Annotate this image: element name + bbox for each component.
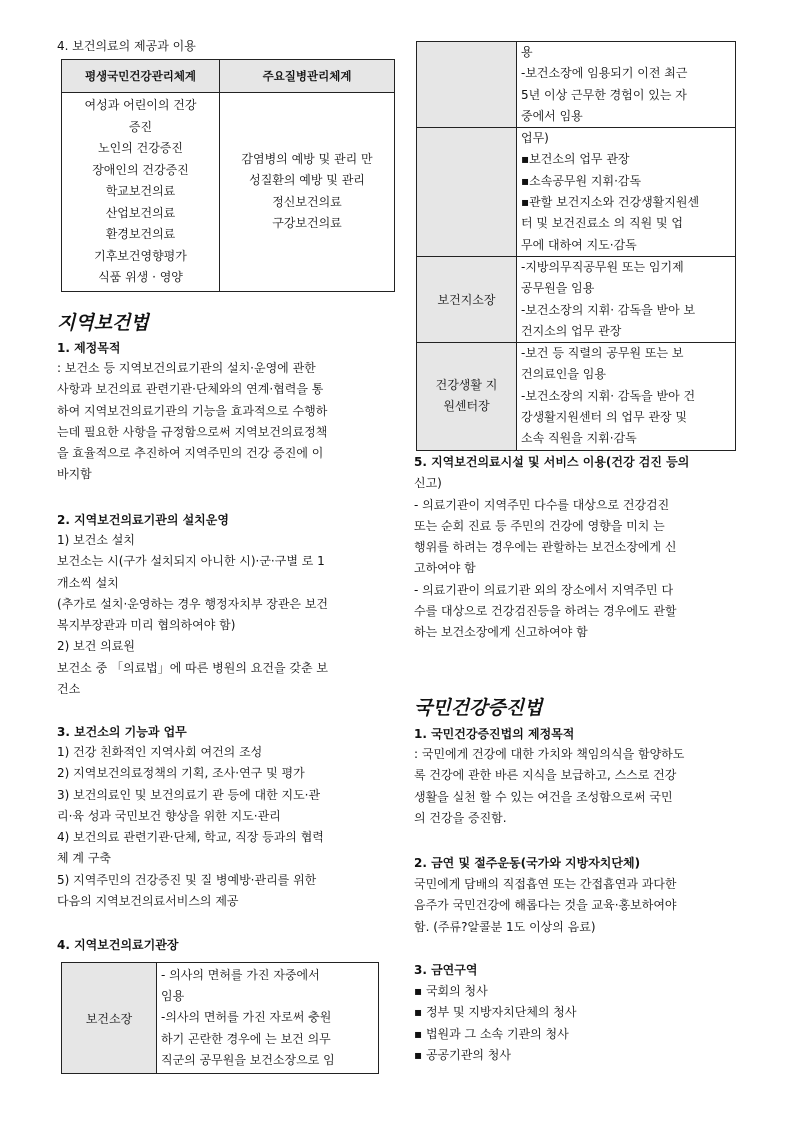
- paragraph: [414, 452, 738, 644]
- list-item: 성질환의 예방 및 관리: [249, 173, 365, 188]
- paragraph: [57, 530, 383, 700]
- section-title: 4. 지역보건의료기관장: [57, 938, 179, 952]
- text-line: -보건소장의 지휘· 감독을 받아 보: [521, 302, 696, 317]
- text-line: 1) 보건소 설치: [57, 533, 135, 547]
- text-line: 개소씩 설치: [57, 575, 119, 590]
- text-line: 용: [521, 45, 533, 59]
- table-label-cell: [417, 42, 517, 128]
- section-title: 1. 국민건강증진법의 제정목적: [414, 727, 575, 741]
- table-cell: [517, 128, 736, 257]
- paragraph: [57, 358, 383, 486]
- text-line: ▪관할 보건지소와 건강생활지원센: [521, 195, 700, 210]
- law-heading: 지역보건법: [57, 312, 149, 334]
- text-line: 수를 대상으로 건강검진등을 하려는 경우에도 관할: [414, 604, 677, 619]
- table-label-cell: [417, 343, 517, 450]
- text-line: 임용: [161, 989, 185, 1004]
- text-line: 소속 직원을 지휘·감독: [521, 431, 637, 446]
- section-title: 4. 보건의료의 제공과 이용: [57, 39, 196, 53]
- text-line: 1) 건강 친화적인 지역사회 여건의 조성: [57, 745, 263, 759]
- table-cell: [517, 256, 736, 342]
- list-item: 산업보건의료: [105, 205, 176, 220]
- text-line: 건강생활 지: [435, 378, 498, 393]
- list-item: ▪ 정부 및 지방자치단체의 청사: [414, 1005, 577, 1020]
- text-line: 생활을 실천 할 수 있는 여건을 조성함으로써 국민: [414, 789, 673, 804]
- text-line: 행위를 하려는 경우에는 관할하는 보건소장에게 신: [414, 540, 677, 555]
- text-line: -의사의 면허를 가진 자로써 충원: [161, 1010, 332, 1025]
- text-line: 강생활지원센터 의 업무 관장 및: [521, 410, 687, 425]
- text-line: 5년 이상 근무한 경험이 있는 자: [521, 87, 687, 102]
- text-line: 함. (주류?알콜분 1도 이상의 음료): [414, 919, 596, 934]
- list-item: 정신보건의료: [272, 194, 342, 209]
- text-line: 을 효율적으로 추진하여 지역주민의 건강 증진에 이: [57, 446, 324, 461]
- paragraph: [414, 874, 738, 938]
- text-line: 리·육 성과 국민보건 향상을 위한 지도·관리: [57, 808, 281, 823]
- text-line: 사항과 보건의료 관련기관·단체와의 연계·협력을 통: [57, 382, 324, 397]
- list-item: 식품 위생 · 영양: [98, 270, 183, 284]
- text-line: -보건소장에 임용되기 이전 최근: [521, 66, 688, 81]
- text-line: 4) 보건의료 관련기관·단체, 학교, 직장 등과의 협력: [57, 830, 324, 845]
- text-line: 록 건강에 관한 바른 지식을 보급하고, 스스로 건강: [414, 768, 677, 783]
- list-item: ▪ 국회의 청사: [414, 984, 488, 998]
- text-line: 는데 필요한 사항을 규정함으로써 지역보건의료정책: [57, 424, 328, 439]
- table-header: 주요질병관리체계: [220, 60, 395, 93]
- text-line: 복지부장관과 미리 협의하여야 함): [57, 618, 236, 633]
- text-line: 터 및 보건진료소 의 직원 및 업: [521, 216, 683, 231]
- director-table-continued: [416, 41, 736, 451]
- list-item: 기후보건영향평가: [94, 248, 187, 263]
- list-item: 증진: [128, 119, 153, 134]
- text-line: 음주가 국민건강에 해롭다는 것을 교육·홍보하여야: [414, 898, 677, 913]
- text-line: : 국민에게 건강에 대한 가치와 책임의식을 함양하도: [414, 747, 685, 761]
- section-title: 2. 금연 및 절주운동(국가와 지방자치단체): [414, 856, 641, 870]
- table-header: 평생국민건강관리체계: [62, 60, 220, 93]
- text-line: 2) 지역보건의료정책의 기획, 조사·연구 및 평가: [57, 766, 305, 781]
- text-line: 하여 지역보건의료기관의 기능을 효과적으로 수행하: [57, 403, 328, 418]
- text-line: - 의료기관이 지역주민 다수를 대상으로 건강검진: [414, 497, 670, 512]
- section-title: 5. 지역보건의료시설 및 서비스 이용(건강 검진 등의: [414, 455, 690, 469]
- text-line: 국민에게 담배의 직접흡연 또는 간접흡연과 과다한: [414, 877, 677, 891]
- law-heading: 국민건강증진법: [414, 697, 543, 719]
- text-line: -보건 등 직렬의 공무원 또는 보: [521, 346, 684, 361]
- list-item: ▪ 법원과 그 소속 기관의 청사: [414, 1026, 569, 1041]
- list-item: 노인의 건강증진: [98, 141, 183, 155]
- text-line: (추가로 설치·운영하는 경우 행정자치부 장관은 보건: [57, 596, 329, 611]
- bullet-list: [414, 981, 738, 1066]
- text-line: : 보건소 등 지역보건의료기관의 설치·운영에 관한: [57, 361, 316, 375]
- text-line: 바지함: [57, 467, 92, 482]
- text-line: -지방의무직공무원 또는 임기제: [521, 259, 684, 274]
- table-cell: [517, 42, 736, 128]
- text-line: 의 건강을 증진함.: [414, 810, 507, 825]
- text-line: 건의료인을 임용: [521, 367, 606, 382]
- table-label-cell: 보건지소장: [417, 256, 517, 342]
- paragraph: [57, 742, 383, 912]
- table-label-cell: [417, 128, 517, 257]
- list-item: 구강보건의료: [272, 216, 342, 231]
- paragraph: [414, 744, 738, 829]
- text-line: 하기 곤란한 경우에 는 보건 의무: [161, 1031, 331, 1046]
- health-system-table: [61, 59, 395, 292]
- text-line: 3) 보건의료인 및 보건의료기 관 등에 대한 지도·관: [57, 787, 321, 802]
- text-line: 신고): [414, 476, 442, 491]
- director-table: [61, 962, 379, 1074]
- text-line: 2) 보건 의료원: [57, 639, 135, 654]
- table-label-cell: 보건소장: [62, 963, 157, 1074]
- section-title: 3. 보건소의 기능과 업무: [57, 725, 187, 739]
- text-line: 업무): [521, 131, 549, 146]
- text-line: 하는 보건소장에게 신고하여야 함: [414, 625, 588, 640]
- text-line: -보건소장의 지휘· 감독을 받아 건: [521, 388, 696, 403]
- text-line: 다음의 지역보건의료서비스의 제공: [57, 894, 239, 909]
- text-line: 체 계 구축: [57, 851, 111, 866]
- section-title: 2. 지역보건의료기관의 설치운영: [57, 513, 229, 527]
- text-line: 건소: [57, 682, 81, 697]
- list-item: 감염병의 예방 및 관리 만: [241, 151, 373, 166]
- list-item: 학교보건의료: [105, 184, 176, 198]
- text-line: 공무원을 임용: [521, 281, 595, 296]
- list-item: 환경보건의료: [105, 227, 176, 241]
- section-title: 1. 제정목적: [57, 341, 121, 355]
- table-cell: [157, 963, 379, 1074]
- text-line: ▪보건소의 업무 관장: [521, 152, 630, 167]
- table-cell: [220, 93, 395, 292]
- text-line: 보건소 중 「의료법」에 따른 병원의 요건을 갖춘 보: [57, 660, 328, 675]
- text-line: 원센터장: [443, 399, 490, 414]
- text-line: - 의료기관이 의료기관 외의 장소에서 지역주민 다: [414, 582, 674, 597]
- list-item: ▪ 공공기관의 청사: [414, 1047, 511, 1062]
- list-item: 여성과 어린이의 건강: [84, 98, 197, 112]
- text-line: 또는 순회 진료 등 주민의 건강에 영향을 미치 는: [414, 518, 665, 533]
- text-line: 무에 대하여 지도·감독: [521, 237, 637, 252]
- text-line: ▪소속공무원 지휘·감독: [521, 173, 642, 188]
- text-line: 중에서 임용: [521, 108, 583, 123]
- text-line: 건지소의 업무 관장: [521, 323, 622, 338]
- table-cell: [517, 343, 736, 450]
- table-cell: [62, 93, 220, 292]
- text-line: 5) 지역주민의 건강증진 및 질 병예방·관리를 위한: [57, 872, 317, 887]
- section-title: 3. 금연구역: [414, 963, 478, 977]
- text-line: 고하여야 함: [414, 561, 476, 576]
- text-line: 보건소는 시(구가 설치되지 아니한 시)·군·구별 로 1: [57, 554, 325, 569]
- text-line: - 의사의 면허를 가진 자중에서: [161, 967, 320, 982]
- list-item: 장애인의 건강증진: [92, 162, 189, 177]
- text-line: 직군의 공무원을 보건소장으로 임: [161, 1052, 335, 1067]
